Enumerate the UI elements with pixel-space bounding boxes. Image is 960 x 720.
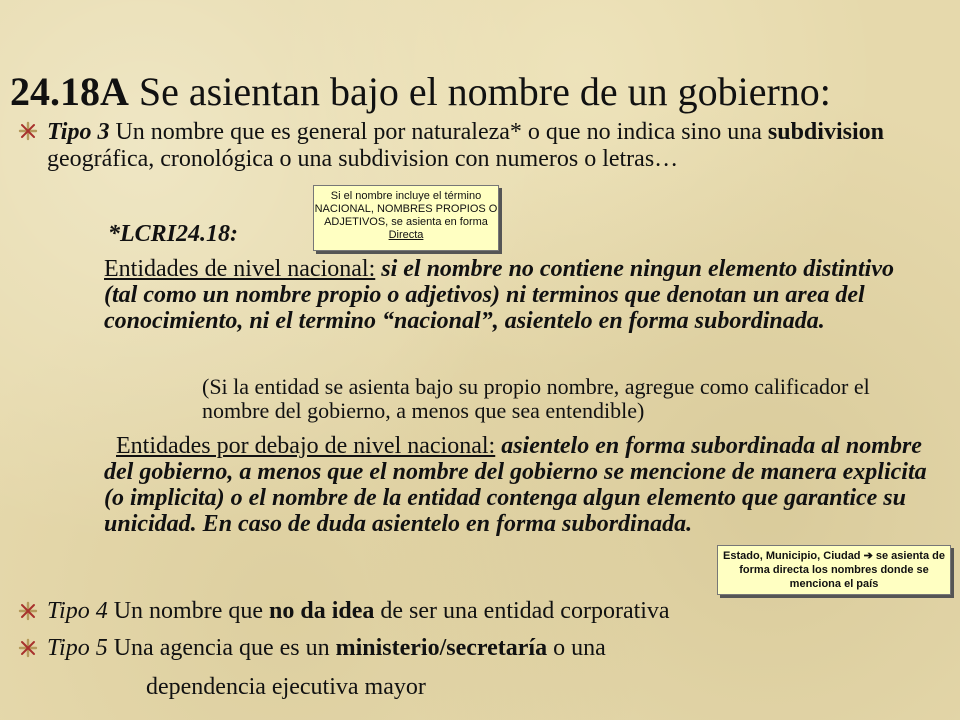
lcri-reference: *LCRI24.18: xyxy=(108,221,239,247)
tipo4-text-2: de ser una entidad corporativa xyxy=(374,598,670,624)
tipo5-bold: ministerio/secretaría xyxy=(335,635,548,661)
tipo5-label: Tipo 5 xyxy=(47,635,108,661)
debajo-heading: Entidades por debajo de nivel nacional: xyxy=(116,433,496,459)
callout-text: Si el nombre incluye el término NACIONAL, NOMBRES PROPIOS O ADJETIVOS, se asienta en forma xyxy=(314,190,498,228)
callout-text-2: se asienta de forma directa los nombres donde se menciona el país xyxy=(739,550,945,590)
title-text: Se asientan bajo el nombre de un gobierno: xyxy=(128,69,831,114)
nacional-text: si el nombre no contiene ningun elemento distintivo (tal como un nombre propio o adjetivos) ni terminos que denotan un area del conocimiento, ni el termino “nacional”, asientelo en forma subordinada. xyxy=(104,256,894,334)
parenthetical-note: (Si la entidad se asienta bajo su propio nombre, agregue como calificador el nombre del gobierno, a menos que sea entendible) xyxy=(202,374,870,423)
rule-number: 24.18A xyxy=(10,69,129,114)
slide-title xyxy=(10,68,831,115)
nacional-heading: Entidades de nivel nacional: xyxy=(104,256,376,282)
debajo-text: asientelo en forma subordinada al nombre del gobierno, a menos que el nombre del gobierno se mencione de manera explicita (o implicita) o el nombre de la entidad contenga algun elemento que garantice su unicidad. En caso de duda asientelo en forma subordinada. xyxy=(104,433,927,537)
tipo5-paragraph xyxy=(47,635,606,662)
callout-link-directa: Directa xyxy=(388,229,424,241)
tipo3-text-2: geográfica, cronológica o una subdivision con numeros o letras… xyxy=(47,146,679,172)
tipo4-bold: no da idea xyxy=(269,598,375,624)
callout-bold: Estado, Municipio, Ciudad xyxy=(723,550,861,562)
sparkle-bullet-icon xyxy=(18,638,38,658)
tipo4-label: Tipo 4 xyxy=(47,598,108,624)
tipo3-bold: subdivision xyxy=(767,119,884,145)
callout-note-nacional xyxy=(313,185,499,251)
nacional-paragraph xyxy=(104,256,894,334)
tipo3-text-1: Un nombre que es general por naturaleza* o que no indica sino una xyxy=(109,119,768,145)
tipo5-line2: dependencia ejecutiva mayor xyxy=(146,674,426,700)
tipo3-paragraph xyxy=(47,119,927,173)
sparkle-bullet-icon xyxy=(18,121,38,141)
tipo5-text-1: Una agencia que es un xyxy=(107,635,336,661)
callout-note-estado xyxy=(717,545,951,595)
tipo4-paragraph xyxy=(47,598,670,625)
tipo4-text-1: Un nombre que xyxy=(107,598,269,624)
sparkle-bullet-icon xyxy=(18,601,38,621)
tipo3-label: Tipo 3 xyxy=(47,119,110,145)
debajo-paragraph xyxy=(104,433,934,537)
arrow-right-icon: ➔ xyxy=(863,550,873,562)
tipo5-text-2: o una xyxy=(547,635,606,661)
